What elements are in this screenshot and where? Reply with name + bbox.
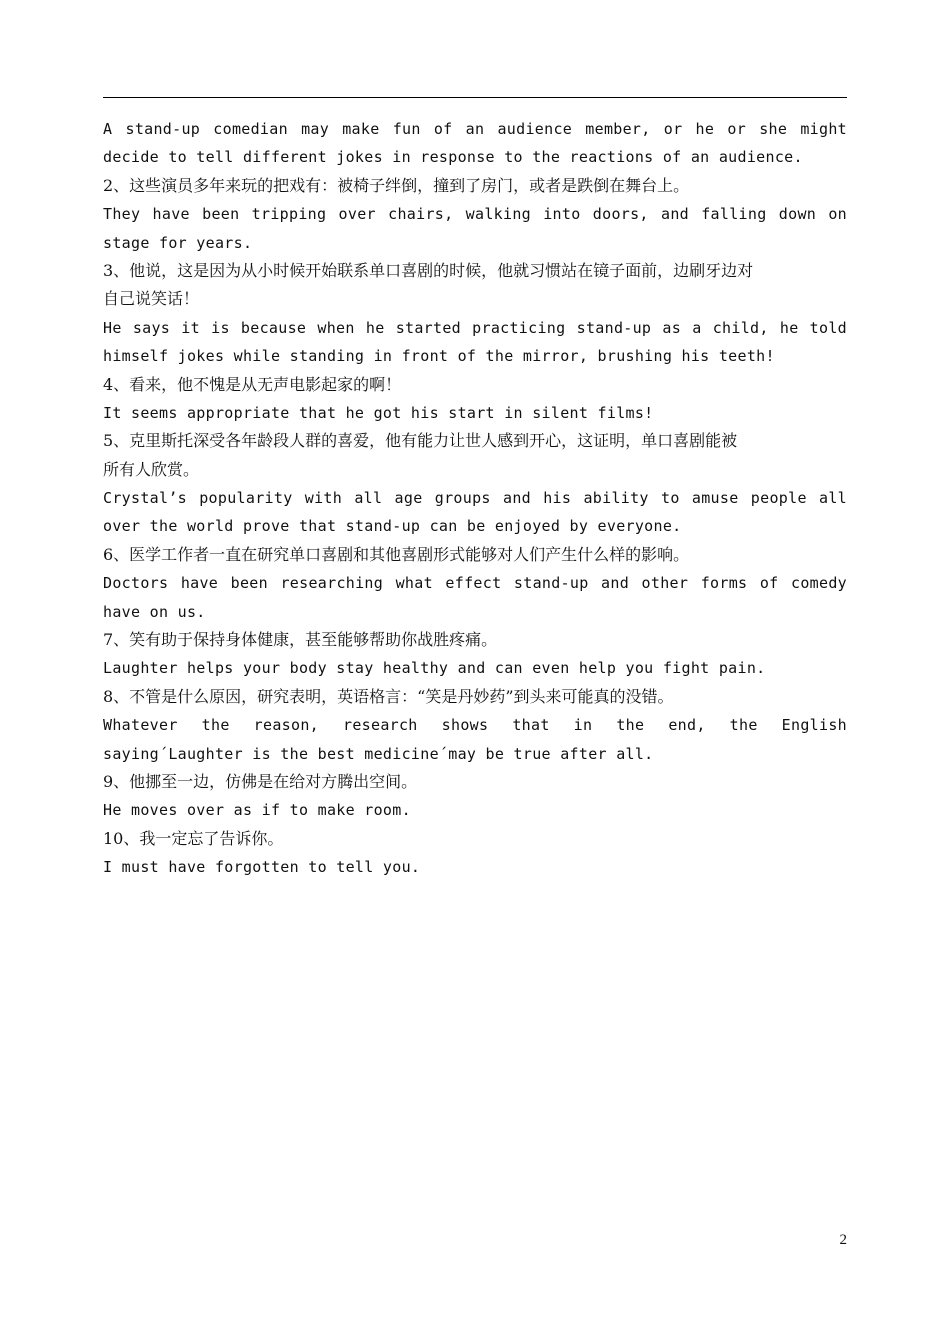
text-line: It seems appropriate that he got his start in silent films!	[103, 403, 654, 422]
text-line: 6、医学工作者一直在研究单口喜剧和其他喜剧形式能够对人们产生什么样的影响。	[103, 544, 690, 564]
document-body	[103, 115, 847, 882]
text-line: stage for years.	[103, 233, 253, 252]
text-line: 4、看来，他不愧是从无声电影起家的啊！	[103, 374, 402, 394]
text-line: decide to tell different jokes in response to the reactions of an audience.	[103, 148, 803, 167]
text-line: 自己说笑话！	[103, 289, 200, 309]
text-line: himself jokes while standing in front of the mirror, brushing his teeth!	[103, 347, 775, 366]
text-line: Laughter helps your body stay healthy and can even help you fight pain.	[103, 659, 766, 678]
page-number: 2	[839, 1232, 847, 1248]
text-line: 10、我一定忘了告诉你。	[103, 828, 284, 848]
text-line: saying´Laughter is the best medicine´may be true after all.	[103, 744, 654, 763]
text-line: 2、这些演员多年来玩的把戏有：被椅子绊倒，撞到了房门，或者是跌倒在舞台上。	[103, 175, 690, 195]
text-line: He says it is because when he started practicing stand-up as a child, he told	[103, 318, 847, 337]
text-line: 所有人欣赏。	[103, 459, 200, 479]
text-line: over the world prove that stand-up can be enjoyed by everyone.	[103, 517, 682, 536]
text-line: 9、他挪至一边，仿佛是在给对方腾出空间。	[103, 771, 418, 791]
text-line: 5、克里斯托深受各年龄段人群的喜爱，他有能力让世人感到开心，这证明，单口喜剧能被	[103, 431, 738, 451]
text-line: 7、笑有助于保持身体健康，甚至能够帮助你战胜疼痛。	[103, 630, 498, 650]
text-line: Whatever the reason, research shows that in the end, the English	[103, 716, 847, 735]
text-line: They have been tripping over chairs, walking into doors, and falling down on	[103, 205, 847, 224]
text-line: Doctors have been researching what effect stand-up and other forms of comedy	[103, 574, 847, 593]
text-line: have on us.	[103, 602, 206, 621]
text-line: Crystal’s popularity with all age groups and his ability to amuse people all	[103, 489, 847, 508]
header-rule	[103, 97, 847, 98]
text-line: He moves over as if to make room.	[103, 801, 411, 820]
text-line: A stand-up comedian may make fun of an audience member, or he or she might	[103, 120, 847, 138]
text-line: 3、他说，这是因为从小时候开始联系单口喜剧的时候，他就习惯站在镜子面前，边刷牙边对	[103, 260, 754, 280]
text-line: I must have forgotten to tell you.	[103, 858, 421, 877]
text-line: 8、不管是什么原因，研究表明，英语格言：“笑是丹妙药”到头来可能真的没错。	[103, 686, 674, 706]
